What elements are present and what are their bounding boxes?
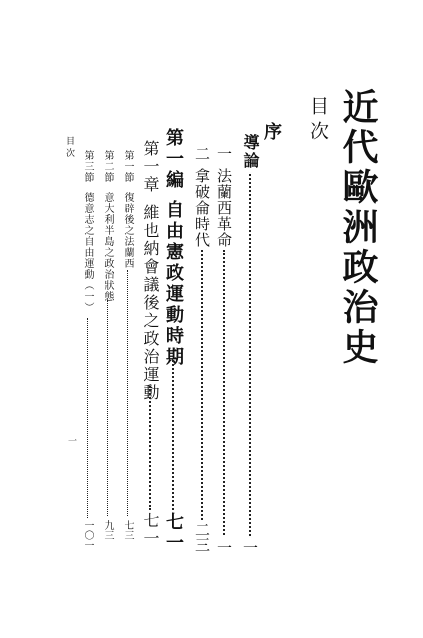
- toc-leader-dots: [87, 318, 88, 518]
- toc-intro-1-page: 一: [215, 540, 233, 555]
- toc-leader-dots: [201, 250, 203, 520]
- book-title: 近代歐洲政治史: [337, 88, 379, 368]
- toc-intro-1-num: 一: [215, 146, 233, 162]
- toc-leader-dots: [149, 386, 151, 510]
- toc-part1-num: 第一編: [163, 128, 184, 191]
- toc-sec2-label: 意大利半島之政治狀態: [102, 192, 113, 302]
- page-folio: 一: [66, 436, 76, 448]
- toc-leader-dots: [172, 360, 174, 510]
- toc-intro-label: 導論: [241, 134, 260, 170]
- toc-intro-2-num: 二: [193, 146, 211, 162]
- toc-sec3-label: 德意志之自由運動（一）: [82, 192, 93, 313]
- toc-leader-dots: [249, 174, 251, 536]
- toc-intro-2-label: 拿破侖時代: [193, 168, 211, 248]
- toc-intro-page: 一: [241, 540, 259, 555]
- running-head: 目次: [64, 136, 74, 160]
- toc-sec2-num: 第二節: [102, 150, 113, 183]
- toc-sec1-num: 第一節: [122, 150, 133, 183]
- toc-chapter1-num: 第一章: [141, 140, 160, 194]
- toc-leader-dots: [127, 270, 128, 516]
- toc-leader-dots: [223, 250, 225, 535]
- toc-sec2-page: 九三: [102, 520, 113, 540]
- toc-preface: 序: [261, 122, 282, 142]
- toc-sec3-num: 第三節: [82, 150, 93, 183]
- toc-leader-dots: [107, 300, 108, 516]
- toc-sec3-page: 一〇一: [82, 520, 93, 550]
- toc-part1-label: 自由憲政運動時期: [163, 200, 184, 368]
- toc-intro-2-page: 二三: [193, 522, 211, 552]
- toc-chapter1-label: 維也納會議後之政治運動: [141, 204, 160, 402]
- toc-chapter1-page: 七一: [141, 512, 160, 548]
- toc-sec1-page: 七三: [122, 520, 133, 540]
- toc-heading: 目次: [307, 96, 329, 146]
- toc-intro-1-label: 法蘭西革命: [215, 168, 233, 248]
- toc-part1-page: 七一: [163, 512, 184, 554]
- toc-sec1-label: 復辟後之法蘭西: [122, 192, 133, 269]
